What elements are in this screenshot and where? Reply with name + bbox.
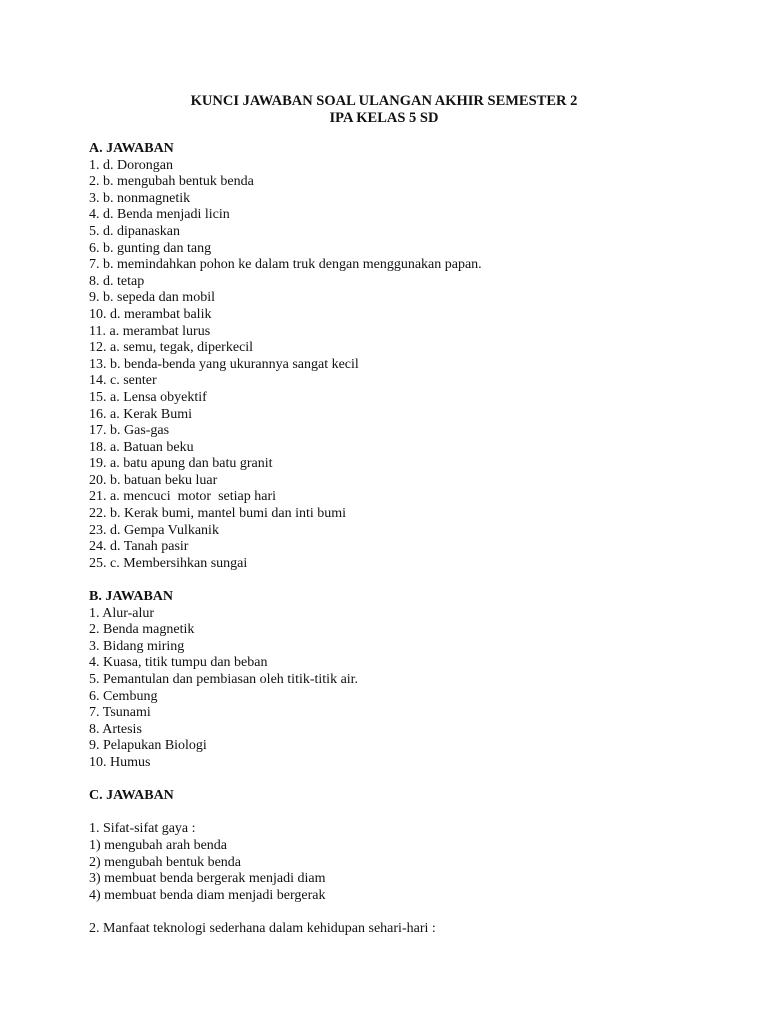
answer-item: 17. b. Gas-gas	[89, 423, 170, 439]
answer-item: 9. Pelapukan Biologi	[89, 738, 207, 754]
answer-item: 24. d. Tanah pasir	[89, 539, 189, 555]
section-c-question-1-list	[89, 838, 729, 904]
section-c-question-1: 1. Sifat-sifat gaya :	[89, 821, 196, 837]
answer-item: 3) membuat benda bergerak menjadi diam	[89, 871, 326, 887]
answer-item: 3. Bidang miring	[89, 638, 185, 654]
section-c-question-2: 2. Manfaat teknologi sederhana dalam kehidupan sehari-hari :	[89, 920, 436, 936]
section-a-heading: A. JAWABAN	[89, 141, 174, 156]
answer-item: 19. a. batu apung dan batu granit	[89, 456, 273, 472]
answer-item: 10. Humus	[89, 754, 151, 770]
answer-item: 7. Tsunami	[89, 705, 151, 721]
answer-item: 25. c. Membersihkan sungai	[89, 555, 248, 571]
answer-item: 15. a. Lensa obyektif	[89, 389, 207, 405]
section-b-answer-list	[89, 606, 729, 772]
document-body	[89, 141, 729, 938]
answer-item: 3. b. nonmagnetik	[89, 190, 191, 206]
answer-item: 7. b. memindahkan pohon ke dalam truk dengan menggunakan papan.	[89, 257, 482, 273]
answer-item: 8. Artesis	[89, 721, 142, 737]
answer-item: 6. Cembung	[89, 688, 158, 704]
spacer	[89, 904, 729, 921]
answer-item: 2. b. mengubah bentuk benda	[89, 174, 254, 190]
answer-item: 5. Pemantulan dan pembiasan oleh titik-titik air.	[89, 672, 359, 687]
answer-item: 21. a. mencuci motor setiap hari	[89, 489, 276, 505]
answer-item: 22. b. Kerak bumi, mantel bumi dan inti bumi	[89, 506, 347, 522]
answer-item: 23. d. Gempa Vulkanik	[89, 522, 219, 538]
document-subtitle: IPA KELAS 5 SD	[329, 110, 439, 126]
answer-item: 13. b. benda-benda yang ukurannya sangat kecil	[89, 356, 359, 372]
answer-item: 5. d. dipanaskan	[89, 223, 180, 239]
answer-item: 16. a. Kerak Bumi	[89, 406, 193, 422]
answer-item: 2. Benda magnetik	[89, 622, 195, 638]
answer-item: 12. a. semu, tegak, diperkecil	[89, 340, 254, 356]
answer-item: 1. d. Dorongan	[89, 157, 173, 173]
answer-item: 6. b. gunting dan tang	[89, 240, 212, 256]
answer-item: 4. d. Benda menjadi licin	[89, 207, 230, 223]
answer-item: 10. d. merambat balik	[89, 306, 212, 322]
answer-item: 1. Alur-alur	[89, 605, 155, 621]
answer-item: 4. Kuasa, titik tumpu dan beban	[89, 655, 268, 671]
answer-item: 8. d. tetap	[89, 273, 145, 289]
answer-item: 20. b. batuan beku luar	[89, 472, 218, 488]
answer-item: 2) mengubah bentuk benda	[89, 854, 242, 870]
answer-item: 14. c. senter	[89, 373, 157, 389]
answer-item: 4) membuat benda diam menjadi bergerak	[89, 887, 326, 903]
spacer	[89, 772, 729, 789]
section-c-heading: C. JAWABAN	[89, 788, 174, 804]
document-title: KUNCI JAWABAN SOAL ULANGAN AKHIR SEMESTER 2	[190, 93, 578, 109]
answer-item: 18. a. Batuan beku	[89, 439, 194, 455]
section-a-answer-list	[89, 158, 729, 573]
answer-item: 9. b. sepeda dan mobil	[89, 290, 215, 306]
section-b-heading: B. JAWABAN	[89, 589, 174, 605]
answer-item: 1) mengubah arah benda	[89, 837, 227, 853]
spacer	[89, 805, 729, 822]
answer-item: 11. a. merambat lurus	[89, 323, 211, 339]
spacer	[89, 572, 729, 589]
